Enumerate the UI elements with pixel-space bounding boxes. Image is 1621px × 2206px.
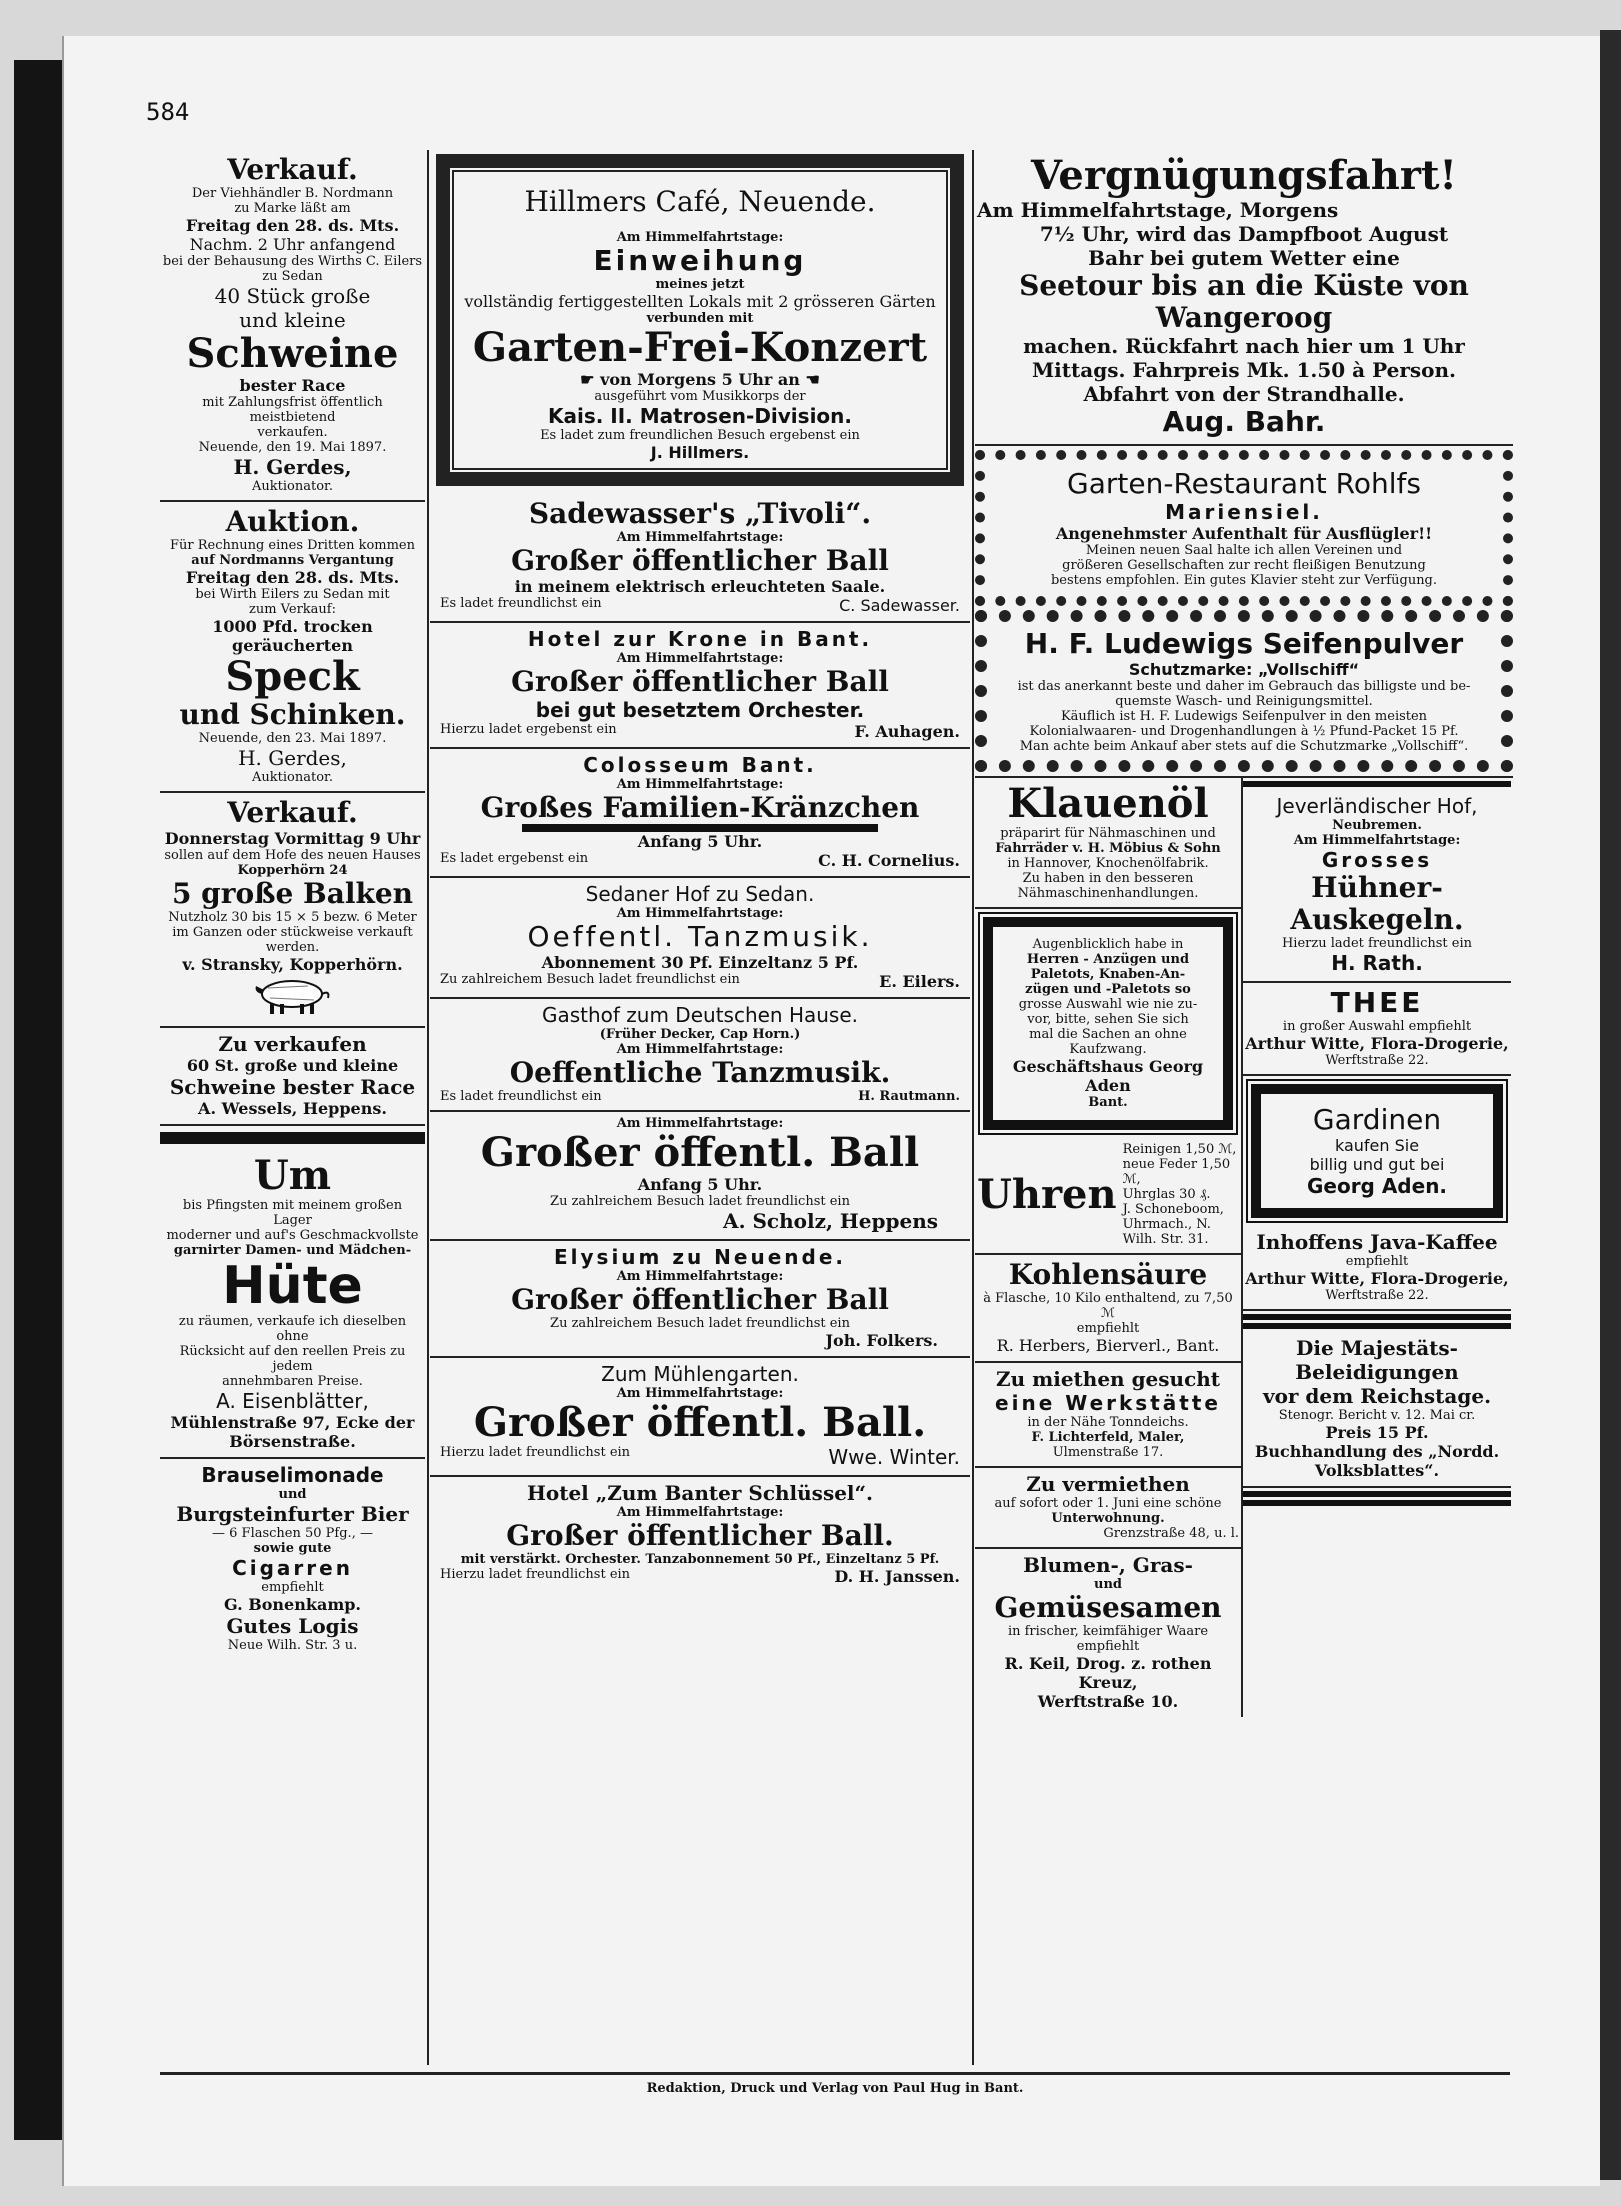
ad-text: 40 Stück große (214, 284, 371, 308)
ad-scholz-ball (430, 1112, 970, 1241)
ad-text: sollen auf dem Hofe des neuen Hauses (164, 848, 421, 863)
ad-signature: R. Herbers, Bierverl., Bant. (996, 1336, 1220, 1355)
ad-signature: Geschäftshaus Georg Aden (1012, 1057, 1204, 1095)
ad-text: Reinigen 1,50 ℳ, (1122, 1142, 1237, 1157)
ad-headline: Schweine bester Race (169, 1075, 416, 1099)
ad-text: in meinem elektrisch erleuchteten Saale. (514, 577, 886, 596)
ad-text: bester Race (239, 376, 346, 395)
ad-headline: Speck (225, 653, 360, 700)
ad-text: Am Himmelfahrtstage: (616, 230, 784, 245)
ad-text: zügen und -Paletots so (1025, 982, 1191, 997)
ad-title: Zum Mühlengarten. (601, 1362, 799, 1386)
ad-headline: Um (253, 1152, 332, 1199)
ad-text: Am Himmelfahrtstage: (616, 1116, 784, 1131)
ad-headline: 5 große Balken (171, 877, 414, 910)
ad-text: Neubremen. (1332, 818, 1422, 833)
ad-text: Uhrglas 30 ₰. (1122, 1187, 1211, 1202)
ad-text: Es ladet ergebenst ein (440, 851, 589, 866)
ad-headline: Burgsteinfurter Bier (176, 1502, 409, 1526)
ad-gasthof-deutsches-haus (430, 999, 970, 1112)
divider-bar (160, 1132, 425, 1144)
ad-hillmers-cafe (436, 154, 964, 486)
ad-text: Zu zahlreichem Besuch ladet freundlichst ein (550, 1194, 850, 1209)
ad-georg-aden-anzuege (983, 917, 1233, 1130)
ad-signature: J. Hillmers. (650, 443, 750, 462)
ad-title: Hotel „Zum Banter Schlüssel“. (526, 1481, 873, 1505)
ad-text: — 6 Flaschen 50 Pfg., — (212, 1526, 373, 1541)
column-3-left-sub (975, 778, 1243, 1717)
ad-werkstaette (975, 1363, 1241, 1468)
book-binding (14, 60, 66, 2140)
ad-title: Auktion. (225, 505, 360, 538)
ad-text: im Ganzen oder stückweise verkauft werden. (172, 925, 413, 955)
ad-headline: Gutes Logis (226, 1614, 359, 1638)
ad-text: mal die Sachen an ohne (1029, 1027, 1187, 1042)
ad-text: und (1094, 1577, 1122, 1592)
ad-headline: Großes Familien-Kränzchen (480, 791, 920, 824)
ad-signature: Georg Aden. (1306, 1174, 1448, 1198)
ad-text: empfiehlt (1076, 1639, 1140, 1654)
ad-title: Zu vermiethen (1026, 1472, 1190, 1496)
ad-signature: C. Sadewasser. (839, 596, 960, 615)
divider-bar (1243, 781, 1511, 787)
ad-elysium (430, 1241, 970, 1358)
ad-headline: Grosses (1321, 848, 1433, 872)
ad-signature: H. Rautmann. (858, 1089, 960, 1104)
ad-title: Gardinen (1312, 1103, 1442, 1136)
ad-text: 1000 Pfd. trocken geräucherten (212, 617, 373, 655)
ad-title: Vergnügungsfahrt! (1031, 152, 1457, 199)
ad-text: von Morgens 5 Uhr an (600, 370, 800, 389)
pig-illustration (248, 974, 338, 1016)
ad-text: Augenblicklich habe in (1032, 937, 1184, 952)
ad-title: Hillmers Café, Neuende. (524, 185, 876, 218)
ad-text: Am Himmelfahrtstage: (1293, 833, 1461, 848)
ad-headline: Großer öffentl. Ball. (473, 1399, 927, 1446)
ad-title: Hotel zur Krone in Bant. (527, 627, 873, 651)
page-edge (1600, 30, 1621, 2180)
ad-thee (1243, 983, 1511, 1076)
ad-headline: Schweine (186, 330, 399, 377)
ad-signature: Buchhandlung des „Nordd. (1254, 1442, 1500, 1461)
ad-title: Verkauf. (227, 796, 358, 829)
ad-text: 60 St. große und kleine (186, 1056, 399, 1075)
ad-text: Zu zahlreichem Besuch ladet freundlichst ein (550, 1316, 850, 1331)
ad-zu-verkaufen (160, 1028, 425, 1126)
ad-text: Nutzholz 30 bis 15 × 5 bezw. 6 Meter (168, 910, 417, 925)
ad-text: Ulmenstraße 17. (1052, 1445, 1164, 1460)
ad-signature: Arthur Witte, Flora-Drogerie, (1245, 1269, 1509, 1288)
ad-signature: Wwe. Winter. (828, 1445, 960, 1469)
ad-text: Neue Wilh. Str. 3 u. (227, 1638, 358, 1653)
ad-text: (Früher Decker, Cap Horn.) (599, 1027, 801, 1042)
ad-headline: eine Werkstätte (995, 1391, 1221, 1415)
ad-title: Jeverländischer Hof, (1276, 794, 1478, 818)
ad-text: Am Himmelfahrtstage, Morgens (977, 198, 1339, 222)
ad-signature: F. Auhagen. (854, 722, 960, 741)
ad-signature: H. Rath. (1331, 951, 1423, 975)
ad-text: Es ladet zum freundlichen Besuch ergebenst ein (540, 428, 860, 443)
ad-headline: Kais. II. Matrosen-Division. (547, 404, 852, 428)
ad-text: bis Pfingsten mit meinem großen Lager (182, 1198, 403, 1228)
ad-text: zu Marke läßt am (234, 201, 351, 216)
ad-headline: Brauselimonade (201, 1463, 384, 1487)
ad-gemuesesamen (975, 1549, 1241, 1717)
ad-headline: Garten-Frei-Konzert (472, 324, 928, 371)
ad-text: Rücksicht auf den reellen Preis zu jedem (179, 1344, 406, 1374)
divider-bar (1243, 1323, 1511, 1329)
ad-text: grosse Auswahl wie nie zu- (1018, 997, 1198, 1012)
ad-title: Klauenöl (1007, 780, 1209, 827)
ad-sedaner-hof (430, 878, 970, 999)
ad-headline: Cigarren (232, 1556, 353, 1580)
ad-signature: H. Gerdes, (233, 455, 352, 479)
ad-text: Auktionator. (252, 479, 333, 494)
ad-title: Colosseum Bant. (583, 753, 817, 777)
ad-text: Man achte beim Ankauf aber stets auf die Schutzmarke „Vollschiff“. (1019, 739, 1469, 754)
ad-text: zu Sedan (262, 269, 323, 284)
ad-text: kaufen Sie (1334, 1136, 1420, 1155)
ad-signature: D. H. Janssen. (834, 1567, 960, 1586)
ad-brauselimonade (160, 1459, 425, 1659)
ad-text: verbunden mit (646, 311, 754, 326)
ad-text: Zu zahlreichem Besuch ladet freundlichst ein (440, 972, 740, 987)
ad-text: Zu haben in den besseren (1022, 871, 1194, 886)
ad-text: vollständig fertiggestellten Lokals mit 2 grösseren Gärten (464, 292, 936, 311)
ad-text: bei Wirth Eilers zu Sedan mit (195, 587, 390, 602)
column-rule (972, 150, 974, 2065)
column-3 (975, 150, 1513, 1717)
ad-text: Am Himmelfahrtstage: (616, 1386, 784, 1401)
ad-vergnuegungsfahrt (975, 150, 1513, 446)
ad-title: Blumen-, Gras- (1023, 1553, 1193, 1577)
ad-text: in Hannover, Knochenölfabrik. (1007, 856, 1209, 871)
ad-verkauf-schweine (160, 150, 425, 502)
ad-text: Abfahrt von der Strandhalle. (1083, 382, 1405, 406)
ad-text: Herren - Anzügen und (1026, 952, 1190, 967)
ad-title: Uhren (977, 1170, 1117, 1218)
divider-bar (1243, 1314, 1511, 1320)
ad-auktion-speck (160, 502, 425, 793)
column-3-lower (975, 776, 1513, 1717)
ad-headline: und Schinken. (179, 698, 406, 731)
ad-text: und kleine (239, 308, 346, 332)
ad-title: Sedaner Hof zu Sedan. (585, 882, 815, 906)
ad-ludewigs-seifenpulver (975, 610, 1513, 772)
ad-banter-schluessel (430, 1477, 970, 1592)
ad-tivoli (430, 494, 970, 623)
ad-text: in frischer, keimfähiger Waare (1007, 1624, 1209, 1639)
ad-text: Neuende, den 23. Mai 1897. (198, 731, 387, 746)
ad-text: Am Himmelfahrtstage: (616, 1042, 784, 1057)
ad-text: Kaufzwang. (1069, 1042, 1147, 1057)
ad-text: Stenogr. Bericht v. 12. Mai cr. (1278, 1408, 1476, 1423)
ad-text: Der Viehhändler B. Nordmann (191, 186, 394, 201)
uhren-prices (1123, 1142, 1239, 1247)
ad-text: Paletots, Knaben-An- (1030, 967, 1186, 982)
ad-text: Bahr bei gutem Wetter eine (1088, 246, 1400, 270)
ad-text: Auktionator. (252, 770, 333, 785)
ad-text: Preis 15 Pf. (1325, 1423, 1429, 1442)
ad-title: Zu miethen gesucht (995, 1367, 1221, 1391)
ad-text: Am Himmelfahrtstage: (616, 1269, 784, 1284)
ad-text: Kolonialwaaren- und Drogenhandlungen à ½ Pfund-Packet 15 Pf. (1029, 724, 1459, 739)
ad-text: mit Zahlungsfrist öffentlich meistbietend (202, 395, 383, 425)
ad-text: empfiehlt (1345, 1254, 1409, 1269)
ad-signature: v. Stransky, Kopperhörn. (182, 955, 403, 974)
ad-text: Uhrmach., N. Wilh. Str. 31. (1122, 1217, 1211, 1247)
ad-headline: Oeffentl. Tanzmusik. (527, 920, 873, 953)
ad-signature: H. Gerdes, (238, 746, 347, 770)
ad-signature: C. H. Cornelius. (818, 851, 960, 870)
ad-title: THEE (1330, 986, 1424, 1019)
ad-text: Kopperhörn 24 (237, 863, 348, 878)
imprint-footer: Redaktion, Druck und Verlag von Paul Hug in Bant. (160, 2072, 1510, 2096)
ad-text: Neuende, den 19. Mai 1897. (198, 440, 387, 455)
ad-text: empfiehlt (261, 1580, 324, 1595)
ad-hotel-krone (430, 623, 970, 749)
ad-text: Es ladet freundlichst ein (440, 596, 602, 611)
ad-title: H. F. Ludewigs Seifenpulver (1024, 627, 1464, 660)
ad-text: Hierzu ladet freundlichst ein (440, 1445, 631, 1460)
ad-text: vor, bitte, sehen Sie sich (1027, 1012, 1189, 1027)
ad-text: verkaufen. (257, 425, 328, 440)
ad-text: in der Nähe Tonndeichs. (1027, 1415, 1189, 1430)
ad-headline: Großer öffentlicher Ball (511, 1283, 889, 1316)
ad-text: Mittags. Fahrpreis Mk. 1.50 à Person. (1032, 358, 1456, 382)
ad-signature: A. Wessels, Heppens. (198, 1099, 387, 1118)
ad-headline: Großer öffentlicher Ball (511, 665, 889, 698)
ad-text: Käuflich ist H. F. Ludewigs Seifenpulver in den meisten (1060, 709, 1428, 724)
ad-text: meines jetzt (655, 277, 745, 292)
ad-text: präparirt für Nähmaschinen und (1000, 826, 1216, 841)
ad-title: Sadewasser's „Tivoli“. (528, 497, 872, 530)
ad-text: Nachm. 2 Uhr anfangend (189, 235, 396, 254)
ad-text: machen. Rückfahrt nach hier um 1 Uhr (1023, 334, 1465, 358)
column-2 (430, 150, 970, 1592)
ad-text: Anfang 5 Uhr. (522, 824, 878, 851)
ad-text: Anfang 5 Uhr. (637, 1175, 763, 1194)
ad-garten-restaurant-rohlfs (975, 450, 1513, 606)
ad-gardinen (1251, 1084, 1503, 1218)
ad-title: Die Majestäts-Beleidigungen (1295, 1336, 1459, 1384)
ad-jeverlaendischer-hof (1243, 790, 1511, 983)
ad-java-kaffee (1243, 1226, 1511, 1311)
column-1 (160, 150, 425, 1659)
ad-text: bei gut besetztem Orchester. (535, 698, 865, 722)
ad-signature: A. Eisenblätter, (216, 1389, 369, 1413)
divider-bar (1243, 1491, 1511, 1497)
ad-text: Werftstraße 22. (1325, 1288, 1429, 1303)
ad-text: in großer Auswahl empfiehlt (1282, 1019, 1472, 1034)
ad-text: Grenzstraße 48, u. l. (1103, 1526, 1239, 1541)
ad-majestaets-beleidigungen (1243, 1332, 1511, 1488)
ad-signature: G. Bonenkamp. (223, 1595, 361, 1614)
ad-text: Börsenstraße. (229, 1432, 356, 1451)
column-3-right-sub (1243, 778, 1511, 1717)
ad-title: Inhoffens Java-Kaffee (1256, 1230, 1498, 1254)
ad-text: Bant. (1088, 1095, 1128, 1110)
pointing-hand-icon: ☛ (580, 370, 601, 389)
ad-text: quemste Wasch- und Reinigungsmittel. (1115, 694, 1373, 709)
ad-text: Angenehmster Aufenthalt für Ausflügler!! (1055, 524, 1433, 543)
ad-text: Freitag den 28. ds. Mts. (185, 568, 400, 587)
ad-headline: Großer öffentlicher Ball. (506, 1519, 894, 1552)
ad-headline: Hüte (222, 1256, 363, 1316)
ad-headline: Großer öffentl. Ball (480, 1129, 920, 1176)
ad-text: zu räumen, verkaufe ich dieselben ohne (178, 1314, 407, 1344)
ad-text: à Flasche, 10 Kilo enthaltend, zu 7,50 ℳ (983, 1291, 1233, 1321)
ad-zu-vermiethen (975, 1468, 1241, 1549)
ad-text: Hierzu ladet freundlichst ein (440, 1567, 631, 1582)
ad-text: Hierzu ladet freundlichst ein (1281, 936, 1473, 951)
ad-verkauf-balken (160, 793, 425, 1028)
ad-text: Am Himmelfahrtstage: (616, 1505, 784, 1520)
ad-signature: F. Lichterfeld, Maler, (1031, 1430, 1185, 1445)
ad-signature: Joh. Folkers. (825, 1331, 938, 1350)
ad-huete (160, 1150, 425, 1459)
ad-text: Abonnement 30 Pf. Einzeltanz 5 Pf. (541, 953, 859, 972)
ad-headline: Gemüsesamen (994, 1591, 1222, 1624)
ad-signature: Aug. Bahr. (1162, 405, 1326, 438)
ad-text: ist das anerkannt beste und daher im Gebrauch das billigste und be- (1017, 679, 1471, 694)
ad-text: annehmbaren Preise. (222, 1374, 363, 1389)
ad-headline: Einweihung (593, 244, 807, 277)
ad-text: Nähmaschinenhandlungen. (1017, 886, 1199, 901)
ad-signature: Arthur Witte, Flora-Drogerie, (1245, 1034, 1509, 1053)
ad-text: Am Himmelfahrtstage: (616, 651, 784, 666)
ad-text: Unterwohnung. (1051, 1511, 1165, 1526)
ad-text: neue Feder 1,50 ℳ, (1122, 1157, 1231, 1187)
ad-headline: Mariensiel. (1165, 500, 1323, 524)
ad-signature: Volksblattes“. (1314, 1461, 1440, 1480)
ad-headline: Oeffentliche Tanzmusik. (509, 1056, 891, 1089)
divider-bar (1243, 1500, 1511, 1506)
ad-text: bei der Behausung des Wirths C. Eilers (162, 254, 423, 269)
ad-headline: Großer öffentlicher Ball (511, 544, 889, 577)
ad-klauenoel (975, 778, 1241, 909)
ad-text: Für Rechnung eines Dritten kommen (169, 538, 416, 553)
ad-title: Kohlensäure (1008, 1258, 1208, 1291)
ad-signature: E. Eilers. (879, 972, 960, 991)
ad-title: Zu verkaufen (218, 1032, 367, 1056)
ad-text: und (278, 1487, 307, 1502)
ad-colosseum (430, 749, 970, 878)
ad-kohlensaeure (975, 1255, 1241, 1363)
ad-text: Es ladet freundlichst ein (440, 1089, 602, 1104)
ad-title: Verkauf. (227, 153, 358, 186)
ad-text: bestens empfohlen. Ein gutes Klavier steht zur Verfügung. (1050, 573, 1438, 588)
ad-text: Am Himmelfahrtstage: (616, 530, 784, 545)
ad-text: Hierzu ladet ergebenst ein (440, 722, 617, 737)
ad-text: Fahrräder v. H. Möbius & Sohn (995, 841, 1221, 856)
ad-text: zum Verkauf: (249, 602, 336, 617)
ad-text: Am Himmelfahrtstage: (616, 906, 784, 921)
ad-text: ausgeführt vom Musikkorps der (594, 389, 806, 404)
ad-text: moderner und auf's Geschmackvollste (166, 1228, 419, 1243)
ad-signature: J. Schoneboom, (1122, 1202, 1224, 1217)
ad-text: Am Himmelfahrtstage: (616, 777, 784, 792)
ad-text: Mühlenstraße 97, Ecke der (170, 1413, 415, 1432)
pointing-hand-icon: ☚ (799, 370, 820, 389)
ad-title: vor dem Reichstage. (1262, 1384, 1492, 1408)
ad-title: Garten-Restaurant Rohlfs (1067, 467, 1421, 500)
ad-text: sowie gute (253, 1541, 332, 1556)
ad-text: billig und gut bei (1309, 1155, 1445, 1174)
ad-text: empfiehlt (1076, 1321, 1140, 1336)
ad-text: Schutzmarke: „Vollschiff“ (1128, 660, 1360, 679)
ad-text (460, 370, 940, 389)
column-rule (427, 150, 429, 2065)
ad-text: mit verstärkt. Orchester. Tanzabonnement 50 Pf., Einzeltanz 5 Pf. (460, 1552, 940, 1567)
ad-text: auf sofort oder 1. Juni eine schöne (994, 1496, 1222, 1511)
ad-uhren (975, 1138, 1241, 1255)
ad-signature: A. Scholz, Heppens (723, 1209, 938, 1233)
ad-headline: Hühner-Auskegeln. (1290, 871, 1464, 936)
ad-text: Meinen neuen Saal halte ich allen Vereinen und (1085, 543, 1403, 558)
ad-text: Werftstraße 10. (1037, 1692, 1179, 1711)
ad-text: 7½ Uhr, wird das Dampfboot August (1039, 222, 1449, 246)
ad-text: auf Nordmanns Vergantung (191, 553, 394, 568)
ad-headline: Seetour bis an die Küste von Wangeroog (1019, 269, 1469, 334)
ad-text: größeren Gesellschaften zur recht fleißigen Benutzung (1062, 558, 1426, 573)
ad-signature: R. Keil, Drog. z. rothen Kreuz, (1004, 1654, 1212, 1692)
ad-title: Elysium zu Neuende. (553, 1245, 847, 1269)
ad-muehlengarten (430, 1358, 970, 1477)
ad-text: Werftstraße 22. (1325, 1053, 1429, 1068)
ad-text: garnirter Damen- und Mädchen- (173, 1243, 412, 1258)
ad-title: Gasthof zum Deutschen Hause. (541, 1003, 859, 1027)
page-number: 584 (146, 98, 190, 126)
ad-text: Freitag den 28. ds. Mts. (185, 216, 400, 235)
ad-text: Donnerstag Vormittag 9 Uhr (164, 829, 421, 848)
